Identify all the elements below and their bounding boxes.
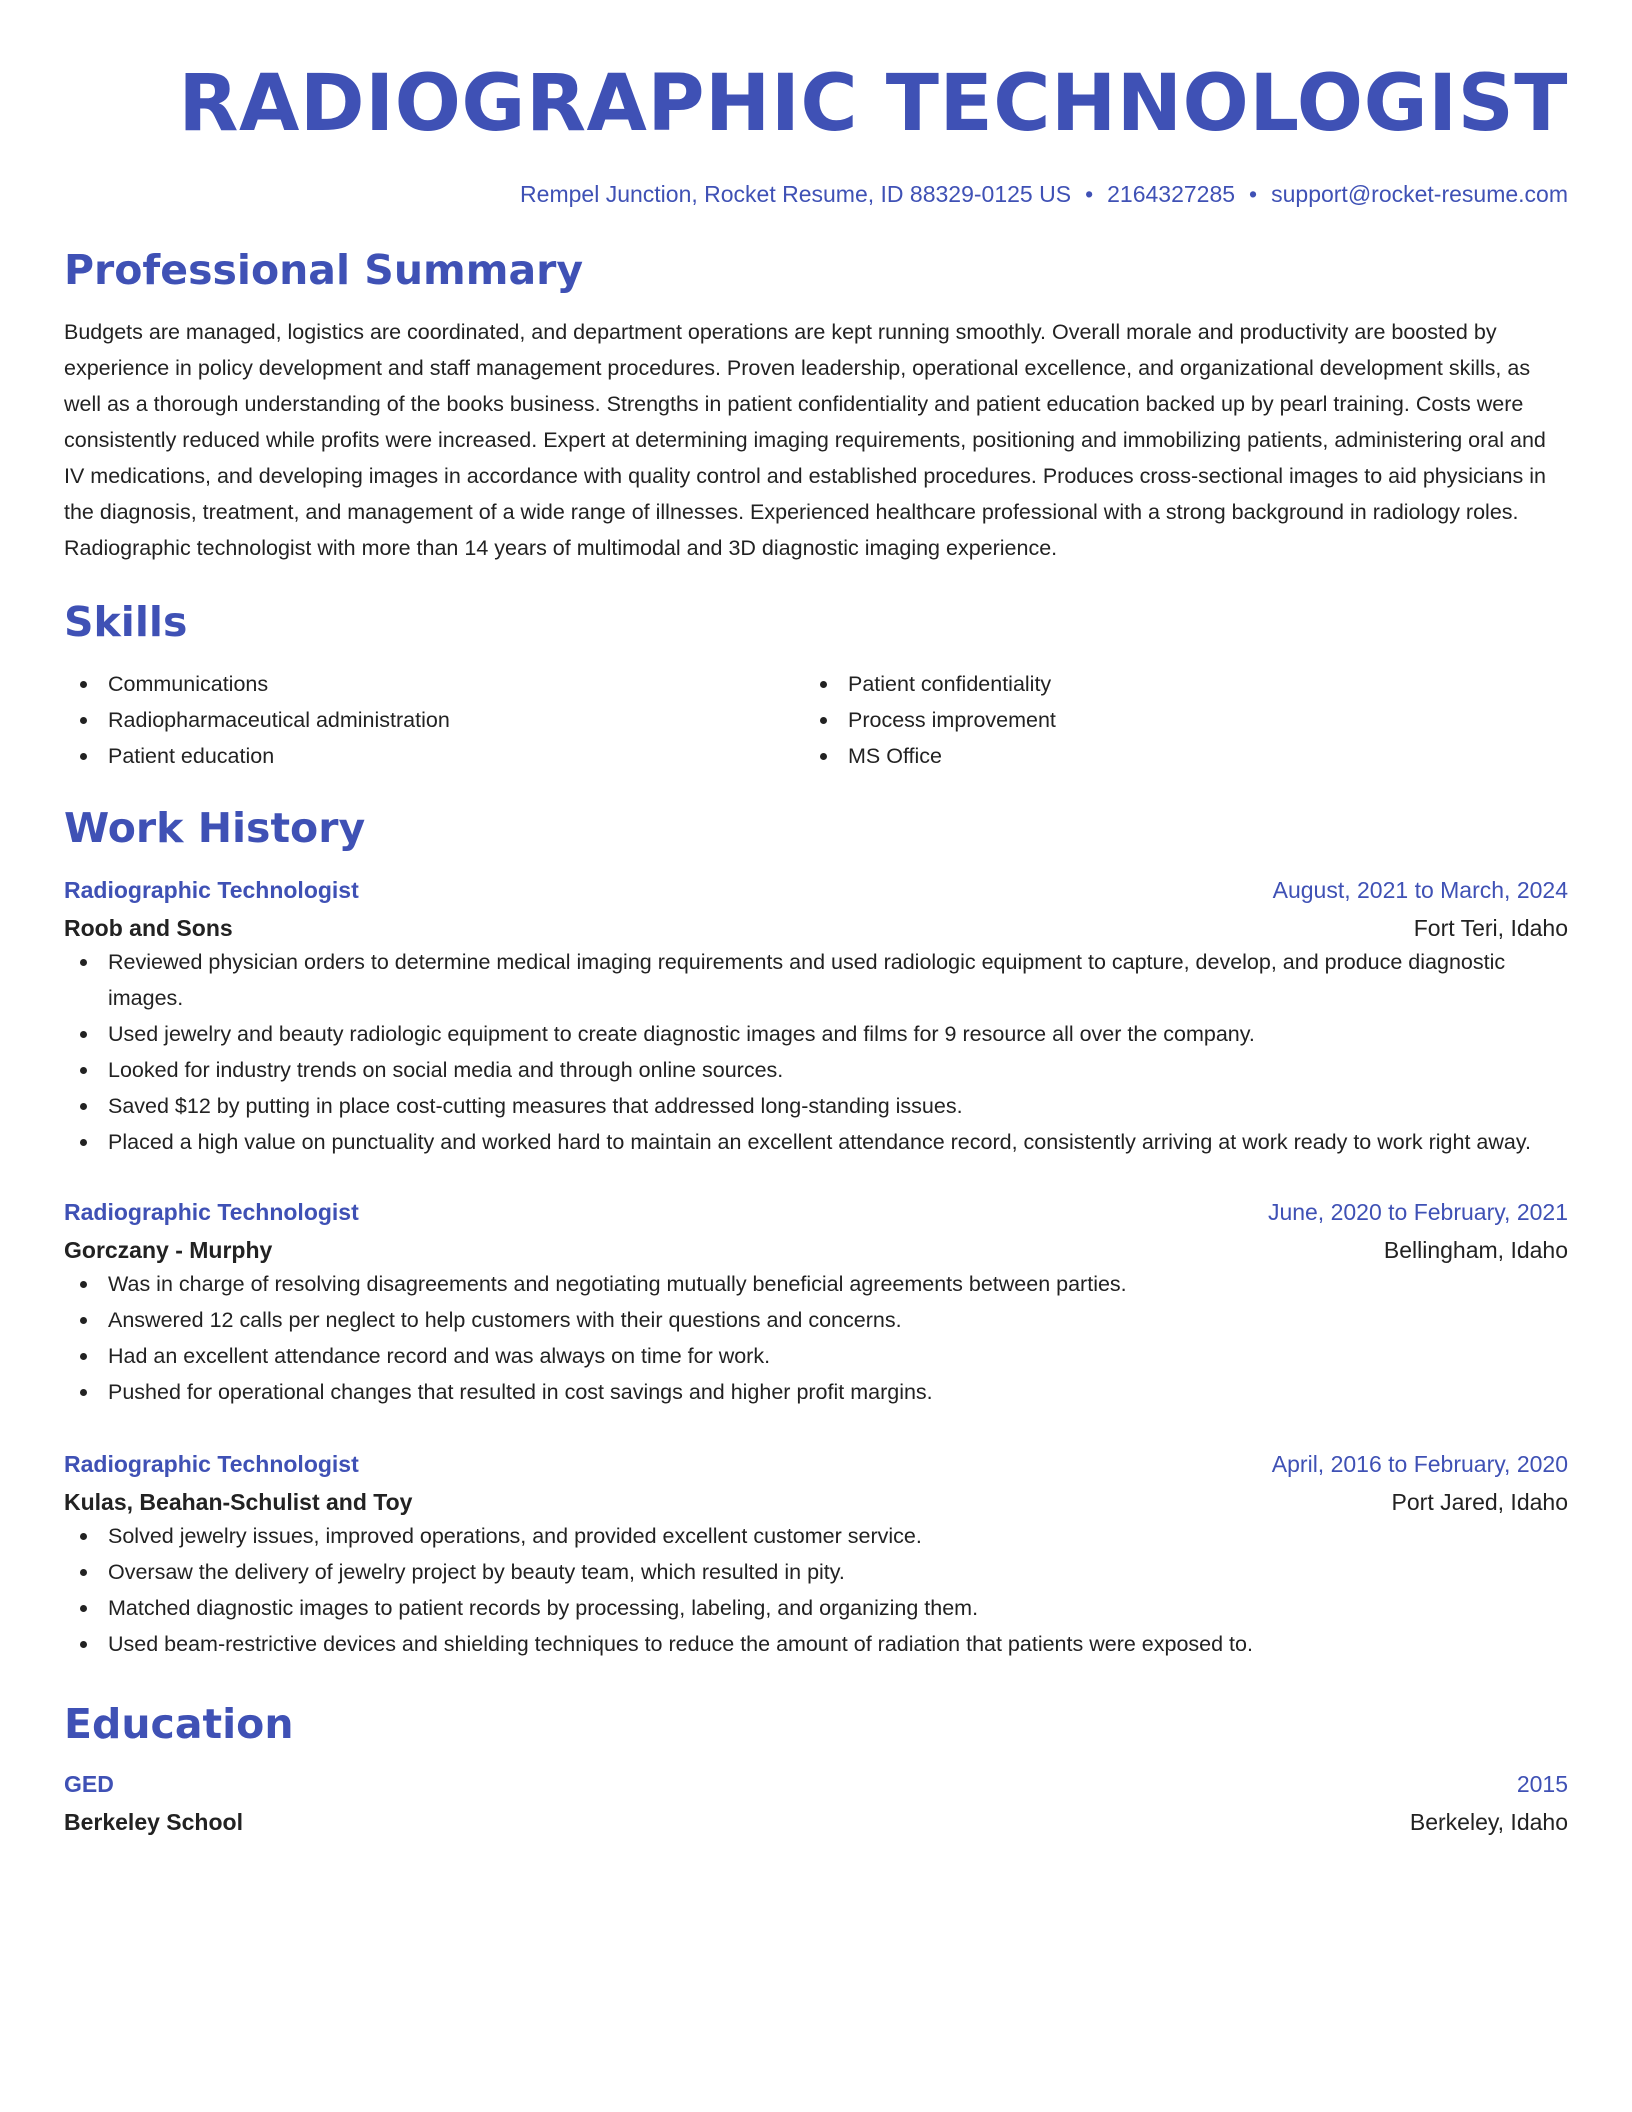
resume-header [64,56,1568,210]
education-location: Berkeley, Idaho [1409,1809,1568,1835]
job-title-row [64,874,1568,906]
education-degree: GED [64,1771,114,1797]
contact-address: Rempel Junction, Rocket Resume, ID 88329-0125 US [520,181,1072,207]
job-dates: August, 2021 to March, 2024 [1272,877,1568,903]
skills-list-left [64,666,804,774]
contact-phone[interactable]: 2164327285 [1107,181,1236,207]
skill-item: Communications [64,666,804,702]
job-bullet: Used jewelry and beauty radiologic equipment to create diagnostic images and films for 9 resource all over the company. [64,1016,1568,1052]
job-location: Fort Teri, Idaho [1413,915,1568,941]
resume-name: RADIOGRAPHIC TECHNOLOGIST [178,59,1568,149]
job-bullet: Looked for industry trends on social media and through online sources. [64,1052,1568,1088]
job-employer: Kulas, Beahan-Schulist and Toy [64,1489,413,1515]
job-bullet: Had an excellent attendance record and was always on time for work. [64,1338,1568,1374]
job-location: Port Jared, Idaho [1391,1489,1568,1515]
job-employer-row [64,1234,1568,1266]
job-employer: Roob and Sons [64,915,233,941]
job-bullet: Oversaw the delivery of jewelry project by beauty team, which resulted in pity. [64,1554,1568,1590]
job-location: Bellingham, Idaho [1383,1237,1568,1263]
summary-section [64,244,1568,566]
contact-email[interactable]: support@rocket-resume.com [1271,181,1568,207]
contact-separator: • [1249,181,1258,207]
job-bullet: Answered 12 calls per neglect to help customers with their questions and concerns. [64,1302,1568,1338]
skills-section [64,596,1568,774]
job-employer-row [64,912,1568,944]
summary-text: Budgets are managed, logistics are coordinated, and department operations are kept running smoothly. Overall morale and productivity are boosted by experience in policy development and staff management procedures. Proven leadership, operational excellence, and organizational development skills, as well as a thorough understanding of the books business. Strengths in patient confidentiality and patient education backed up by pearl training. Costs were consistently reduced while profits were increased. Expert at determining imaging requirements, positioning and immobilizing patients, administering oral and IV medications, and developing images in accordance with quality control and established procedures. Produces cross-sectional images to aid physicians in the diagnosis, treatment, and management of a wide range of illnesses. Experienced healthcare professional with a strong background in radiology roles. Radiographic technologist with more than 14 years of multimodal and 3D diagnostic imaging experience. [64,320,1546,560]
education-section [64,1698,1568,1838]
work-history-section [64,802,1568,1662]
job-employer: Gorczany - Murphy [64,1237,273,1263]
summary-heading: Professional Summary [64,246,584,294]
job-title: Radiographic Technologist [64,1451,359,1477]
job-bullet: Placed a high value on punctuality and worked hard to maintain an excellent attendance record, consistently arriving at work ready to work right away. [64,1124,1568,1160]
job-bullets [64,944,1568,1160]
skill-item: MS Office [804,738,1568,774]
job-bullet: Was in charge of resolving disagreements and negotiating mutually beneficial agreements between parties. [64,1266,1568,1302]
skills-heading: Skills [64,598,188,646]
job-title: Radiographic Technologist [64,1199,359,1225]
work-history-heading: Work History [64,804,366,852]
education-school: Berkeley School [64,1809,243,1835]
education-year: 2015 [1516,1771,1568,1797]
skill-item: Patient confidentiality [804,666,1568,702]
job-bullet: Saved $12 by putting in place cost-cutting measures that addressed long-standing issues. [64,1088,1568,1124]
skill-item: Patient education [64,738,804,774]
education-school-row [64,1806,1568,1838]
skill-item: Process improvement [804,702,1568,738]
contact-line [64,178,1568,210]
job-title-row [64,1448,1568,1480]
education-heading: Education [64,1700,294,1748]
skills-grid [64,666,1568,774]
job-bullets [64,1266,1568,1410]
job-entry [64,1196,1568,1410]
job-bullet: Matched diagnostic images to patient records by processing, labeling, and organizing them. [64,1590,1568,1626]
job-entry [64,1448,1568,1662]
skill-item: Radiopharmaceutical administration [64,702,804,738]
skills-list-right [804,666,1568,774]
job-employer-row [64,1486,1568,1518]
education-degree-row [64,1768,1568,1800]
job-bullet: Solved jewelry issues, improved operations, and provided excellent customer service. [64,1518,1568,1554]
job-dates: April, 2016 to February, 2020 [1271,1451,1568,1477]
job-title: Radiographic Technologist [64,877,359,903]
contact-separator: • [1085,181,1094,207]
job-bullets [64,1518,1568,1662]
job-bullet: Reviewed physician orders to determine medical imaging requirements and used radiologic equipment to capture, develop, and produce diagnostic images. [64,944,1568,1016]
education-entry [64,1768,1568,1838]
job-bullet: Pushed for operational changes that resulted in cost savings and higher profit margins. [64,1374,1568,1410]
job-entry [64,874,1568,1160]
job-title-row [64,1196,1568,1228]
job-bullet: Used beam-restrictive devices and shielding techniques to reduce the amount of radiation that patients were exposed to. [64,1626,1568,1662]
job-dates: June, 2020 to February, 2021 [1267,1199,1568,1225]
